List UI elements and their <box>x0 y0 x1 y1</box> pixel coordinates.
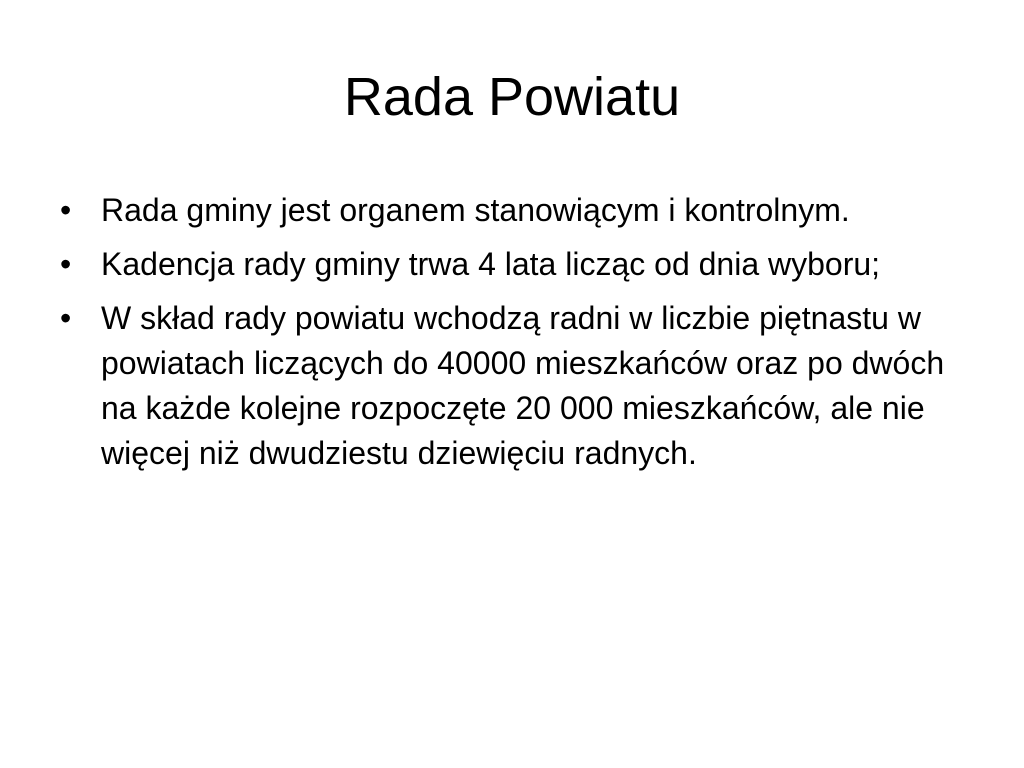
bullet-item <box>60 296 960 476</box>
bullet-marker: • <box>60 192 72 228</box>
slide-title: Rada Powiatu <box>343 67 681 127</box>
bullet-item <box>60 242 960 287</box>
bullet-marker: • <box>60 246 72 282</box>
bullet-text: Rada gminy jest organem stanowiącym i kontrolnym. <box>101 192 850 228</box>
bullet-text: W skład rady powiatu wchodzą radni w liczbie piętnastu w powiatach liczących do 40000 mieszkańców oraz po dwóch na każde kolejne rozpoczęte 20 000 mieszkańców, ale nie więcej niż dwudziestu dziewięciu radnych. <box>101 300 945 471</box>
bullet-marker: • <box>60 300 72 336</box>
bullet-item <box>60 188 960 233</box>
bullet-list <box>60 188 960 485</box>
bullet-text: Kadencja rady gminy trwa 4 lata licząc od dnia wyboru; <box>101 246 881 282</box>
